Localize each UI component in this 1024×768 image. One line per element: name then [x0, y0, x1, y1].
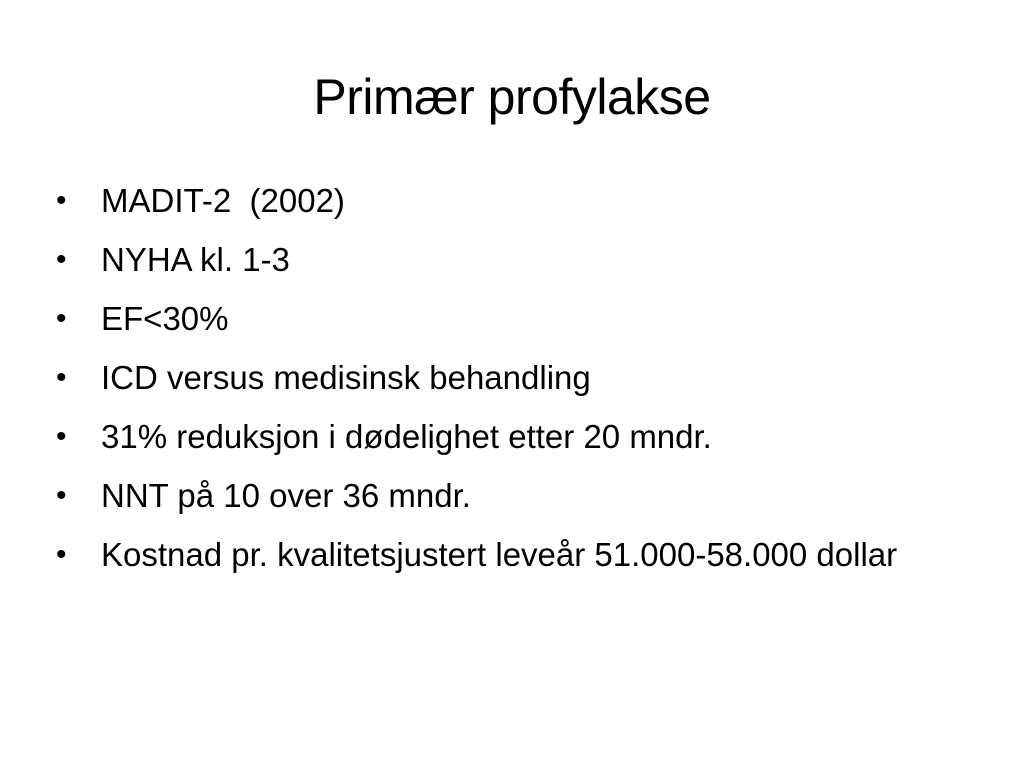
bullet-marker: • [56, 243, 67, 276]
bullet-item [56, 299, 956, 339]
bullet-item [56, 535, 956, 575]
bullet-item [56, 240, 956, 280]
bullet-item [56, 476, 956, 516]
bullet-marker: • [56, 361, 67, 394]
bullet-text: 31% reduksjon i dødelighet etter 20 mndr. [101, 418, 712, 455]
bullet-marker: • [56, 538, 67, 571]
bullet-item [56, 181, 956, 221]
bullet-item [56, 358, 956, 398]
bullet-marker: • [56, 479, 67, 512]
bullet-text: MADIT-2 (2002) [101, 182, 345, 219]
bullet-marker: • [56, 420, 67, 453]
bullet-text: ICD versus medisinsk behandling [101, 359, 591, 396]
bullet-list [56, 181, 956, 594]
bullet-text: EF<30% [101, 300, 229, 337]
bullet-text: NNT på 10 over 36 mndr. [101, 477, 471, 514]
bullet-marker: • [56, 184, 67, 217]
bullet-marker: • [56, 302, 67, 335]
bullet-item [56, 417, 956, 457]
bullet-text: Kostnad pr. kvalitetsjustert leveår 51.000-58.000 dollar [101, 536, 898, 573]
bullet-text: NYHA kl. 1-3 [101, 241, 290, 278]
slide-title: Primær profylakse [313, 69, 711, 125]
